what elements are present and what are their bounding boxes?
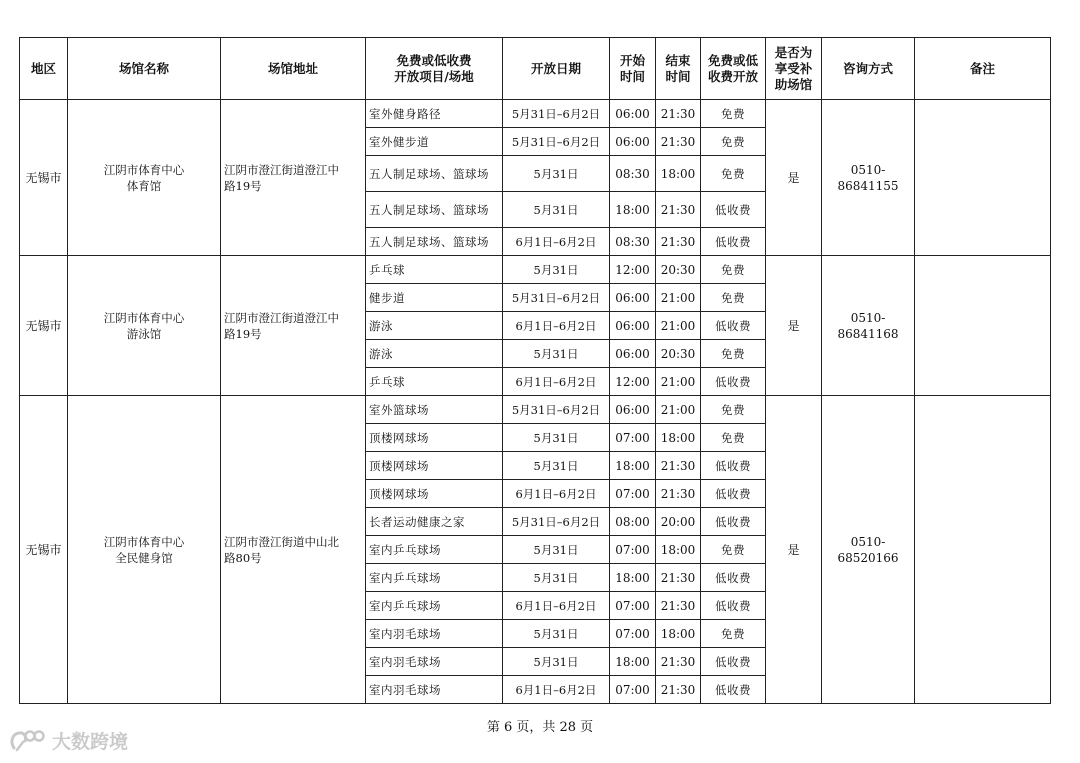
end-time-cell: 21:30 — [656, 676, 701, 704]
open-date-cell: 6月1日–6月2日 — [503, 676, 610, 704]
header-cell: 免费或低收费 开放项目/场地 — [366, 38, 503, 100]
end-time-cell: 20:30 — [656, 340, 701, 368]
table-row — [20, 396, 1051, 424]
fee-type-cell: 低收费 — [701, 676, 766, 704]
end-time-cell: 21:30 — [656, 228, 701, 256]
table-body — [20, 100, 1051, 704]
fee-type-cell: 低收费 — [701, 508, 766, 536]
contact-cell: 0510-68520166 — [822, 396, 915, 704]
start-time-cell: 06:00 — [610, 312, 656, 340]
fee-type-cell: 免费 — [701, 128, 766, 156]
note-cell — [915, 396, 1051, 704]
end-time-cell: 21:30 — [656, 592, 701, 620]
venue-name-cell: 江阴市体育中心 全民健身馆 — [68, 396, 221, 704]
header-cell: 结束 时间 — [656, 38, 701, 100]
subsidy-cell: 是 — [766, 256, 822, 396]
start-time-cell: 08:30 — [610, 228, 656, 256]
start-time-cell: 06:00 — [610, 340, 656, 368]
start-time-cell: 07:00 — [610, 536, 656, 564]
start-time-cell: 18:00 — [610, 192, 656, 228]
region-cell: 无锡市 — [20, 256, 68, 396]
fee-type-cell: 免费 — [701, 284, 766, 312]
start-time-cell: 18:00 — [610, 648, 656, 676]
fee-type-cell: 低收费 — [701, 592, 766, 620]
open-date-cell: 5月31日–6月2日 — [503, 284, 610, 312]
end-time-cell: 21:00 — [656, 284, 701, 312]
venue-table — [19, 37, 1051, 704]
end-time-cell: 21:30 — [656, 192, 701, 228]
start-time-cell: 18:00 — [610, 452, 656, 480]
start-time-cell: 12:00 — [610, 368, 656, 396]
open-item-cell: 室内乒乓球场 — [366, 536, 503, 564]
open-date-cell: 5月31日 — [503, 256, 610, 284]
end-time-cell: 18:00 — [656, 424, 701, 452]
header-cell: 免费或低 收费开放 — [701, 38, 766, 100]
header-cell: 开始 时间 — [610, 38, 656, 100]
header-cell: 场馆名称 — [68, 38, 221, 100]
open-date-cell: 5月31日 — [503, 452, 610, 480]
open-date-cell: 5月31日 — [503, 648, 610, 676]
header-cell: 开放日期 — [503, 38, 610, 100]
subsidy-cell: 是 — [766, 396, 822, 704]
start-time-cell: 07:00 — [610, 424, 656, 452]
note-cell — [915, 256, 1051, 396]
start-time-cell: 07:00 — [610, 480, 656, 508]
fee-type-cell: 免费 — [701, 396, 766, 424]
end-time-cell: 20:00 — [656, 508, 701, 536]
open-item-cell: 室内羽毛球场 — [366, 676, 503, 704]
subsidy-cell: 是 — [766, 100, 822, 256]
fee-type-cell: 免费 — [701, 536, 766, 564]
end-time-cell: 21:30 — [656, 480, 701, 508]
open-item-cell: 室内羽毛球场 — [366, 648, 503, 676]
venue-address-cell: 江阴市澄江街道澄江中 路19号 — [221, 100, 366, 256]
end-time-cell: 21:00 — [656, 396, 701, 424]
fee-type-cell: 低收费 — [701, 480, 766, 508]
open-item-cell: 顶楼网球场 — [366, 480, 503, 508]
open-date-cell: 5月31日–6月2日 — [503, 508, 610, 536]
open-date-cell: 6月1日–6月2日 — [503, 368, 610, 396]
start-time-cell: 08:00 — [610, 508, 656, 536]
header-cell: 是否为 享受补 助场馆 — [766, 38, 822, 100]
start-time-cell: 07:00 — [610, 620, 656, 648]
start-time-cell: 12:00 — [610, 256, 656, 284]
open-date-cell: 5月31日 — [503, 156, 610, 192]
open-item-cell: 室内乒乓球场 — [366, 564, 503, 592]
end-time-cell: 21:00 — [656, 312, 701, 340]
end-time-cell: 21:30 — [656, 564, 701, 592]
open-item-cell: 五人制足球场、篮球场 — [366, 228, 503, 256]
start-time-cell: 06:00 — [610, 100, 656, 128]
page-footer: 第 6 页，共 28 页 — [486, 720, 594, 735]
start-time-cell: 08:30 — [610, 156, 656, 192]
venue-name-cell: 江阴市体育中心 体育馆 — [68, 100, 221, 256]
end-time-cell: 18:00 — [656, 156, 701, 192]
fee-type-cell: 免费 — [701, 256, 766, 284]
end-time-cell: 20:30 — [656, 256, 701, 284]
open-date-cell: 5月31日 — [503, 192, 610, 228]
end-time-cell: 21:30 — [656, 128, 701, 156]
open-item-cell: 五人制足球场、篮球场 — [366, 192, 503, 228]
fee-type-cell: 低收费 — [701, 228, 766, 256]
fee-type-cell: 免费 — [701, 424, 766, 452]
open-item-cell: 室外篮球场 — [366, 396, 503, 424]
open-item-cell: 顶楼网球场 — [366, 452, 503, 480]
start-time-cell: 07:00 — [610, 592, 656, 620]
contact-cell: 0510-86841155 — [822, 100, 915, 256]
open-date-cell: 5月31日 — [503, 564, 610, 592]
header-cell: 地区 — [20, 38, 68, 100]
open-item-cell: 室外健身路径 — [366, 100, 503, 128]
region-cell: 无锡市 — [20, 396, 68, 704]
end-time-cell: 21:30 — [656, 452, 701, 480]
header-cell: 咨询方式 — [822, 38, 915, 100]
open-date-cell: 5月31日 — [503, 424, 610, 452]
open-date-cell: 6月1日–6月2日 — [503, 228, 610, 256]
fee-type-cell: 低收费 — [701, 192, 766, 228]
contact-cell: 0510-86841168 — [822, 256, 915, 396]
venue-address-cell: 江阴市澄江街道中山北 路80号 — [221, 396, 366, 704]
open-item-cell: 室内羽毛球场 — [366, 620, 503, 648]
fee-type-cell: 免费 — [701, 156, 766, 192]
open-date-cell: 5月31日–6月2日 — [503, 396, 610, 424]
end-time-cell: 21:00 — [656, 368, 701, 396]
open-date-cell: 6月1日–6月2日 — [503, 592, 610, 620]
header-cell: 场馆地址 — [221, 38, 366, 100]
open-item-cell: 顶楼网球场 — [366, 424, 503, 452]
open-date-cell: 5月31日–6月2日 — [503, 128, 610, 156]
open-item-cell: 乒乓球 — [366, 256, 503, 284]
note-cell — [915, 100, 1051, 256]
open-item-cell: 五人制足球场、篮球场 — [366, 156, 503, 192]
venue-name-cell: 江阴市体育中心 游泳馆 — [68, 256, 221, 396]
open-item-cell: 游泳 — [366, 340, 503, 368]
header-row — [20, 38, 1051, 100]
fee-type-cell: 免费 — [701, 100, 766, 128]
start-time-cell: 06:00 — [610, 284, 656, 312]
fee-type-cell: 低收费 — [701, 452, 766, 480]
header-cell: 备注 — [915, 38, 1051, 100]
fee-type-cell: 低收费 — [701, 368, 766, 396]
brand-logo-icon — [8, 728, 46, 754]
start-time-cell: 06:00 — [610, 128, 656, 156]
open-date-cell: 5月31日 — [503, 536, 610, 564]
fee-type-cell: 免费 — [701, 620, 766, 648]
open-item-cell: 室外健步道 — [366, 128, 503, 156]
open-date-cell: 5月31日–6月2日 — [503, 100, 610, 128]
end-time-cell: 21:30 — [656, 648, 701, 676]
fee-type-cell: 低收费 — [701, 564, 766, 592]
start-time-cell: 18:00 — [610, 564, 656, 592]
fee-type-cell: 低收费 — [701, 648, 766, 676]
end-time-cell: 21:30 — [656, 100, 701, 128]
region-cell: 无锡市 — [20, 100, 68, 256]
table-row — [20, 256, 1051, 284]
start-time-cell: 07:00 — [610, 676, 656, 704]
open-date-cell: 5月31日 — [503, 620, 610, 648]
open-date-cell: 6月1日–6月2日 — [503, 312, 610, 340]
open-date-cell: 5月31日 — [503, 340, 610, 368]
venue-address-cell: 江阴市澄江街道澄江中 路19号 — [221, 256, 366, 396]
open-item-cell: 乒乓球 — [366, 368, 503, 396]
open-item-cell: 长者运动健康之家 — [366, 508, 503, 536]
watermark-text: 大数跨境 — [52, 731, 129, 753]
start-time-cell: 06:00 — [610, 396, 656, 424]
fee-type-cell: 免费 — [701, 340, 766, 368]
open-item-cell: 室内乒乓球场 — [366, 592, 503, 620]
end-time-cell: 18:00 — [656, 620, 701, 648]
end-time-cell: 18:00 — [656, 536, 701, 564]
watermark — [8, 727, 128, 754]
open-item-cell: 健步道 — [366, 284, 503, 312]
table-row — [20, 100, 1051, 128]
open-item-cell: 游泳 — [366, 312, 503, 340]
open-date-cell: 6月1日–6月2日 — [503, 480, 610, 508]
fee-type-cell: 低收费 — [701, 312, 766, 340]
